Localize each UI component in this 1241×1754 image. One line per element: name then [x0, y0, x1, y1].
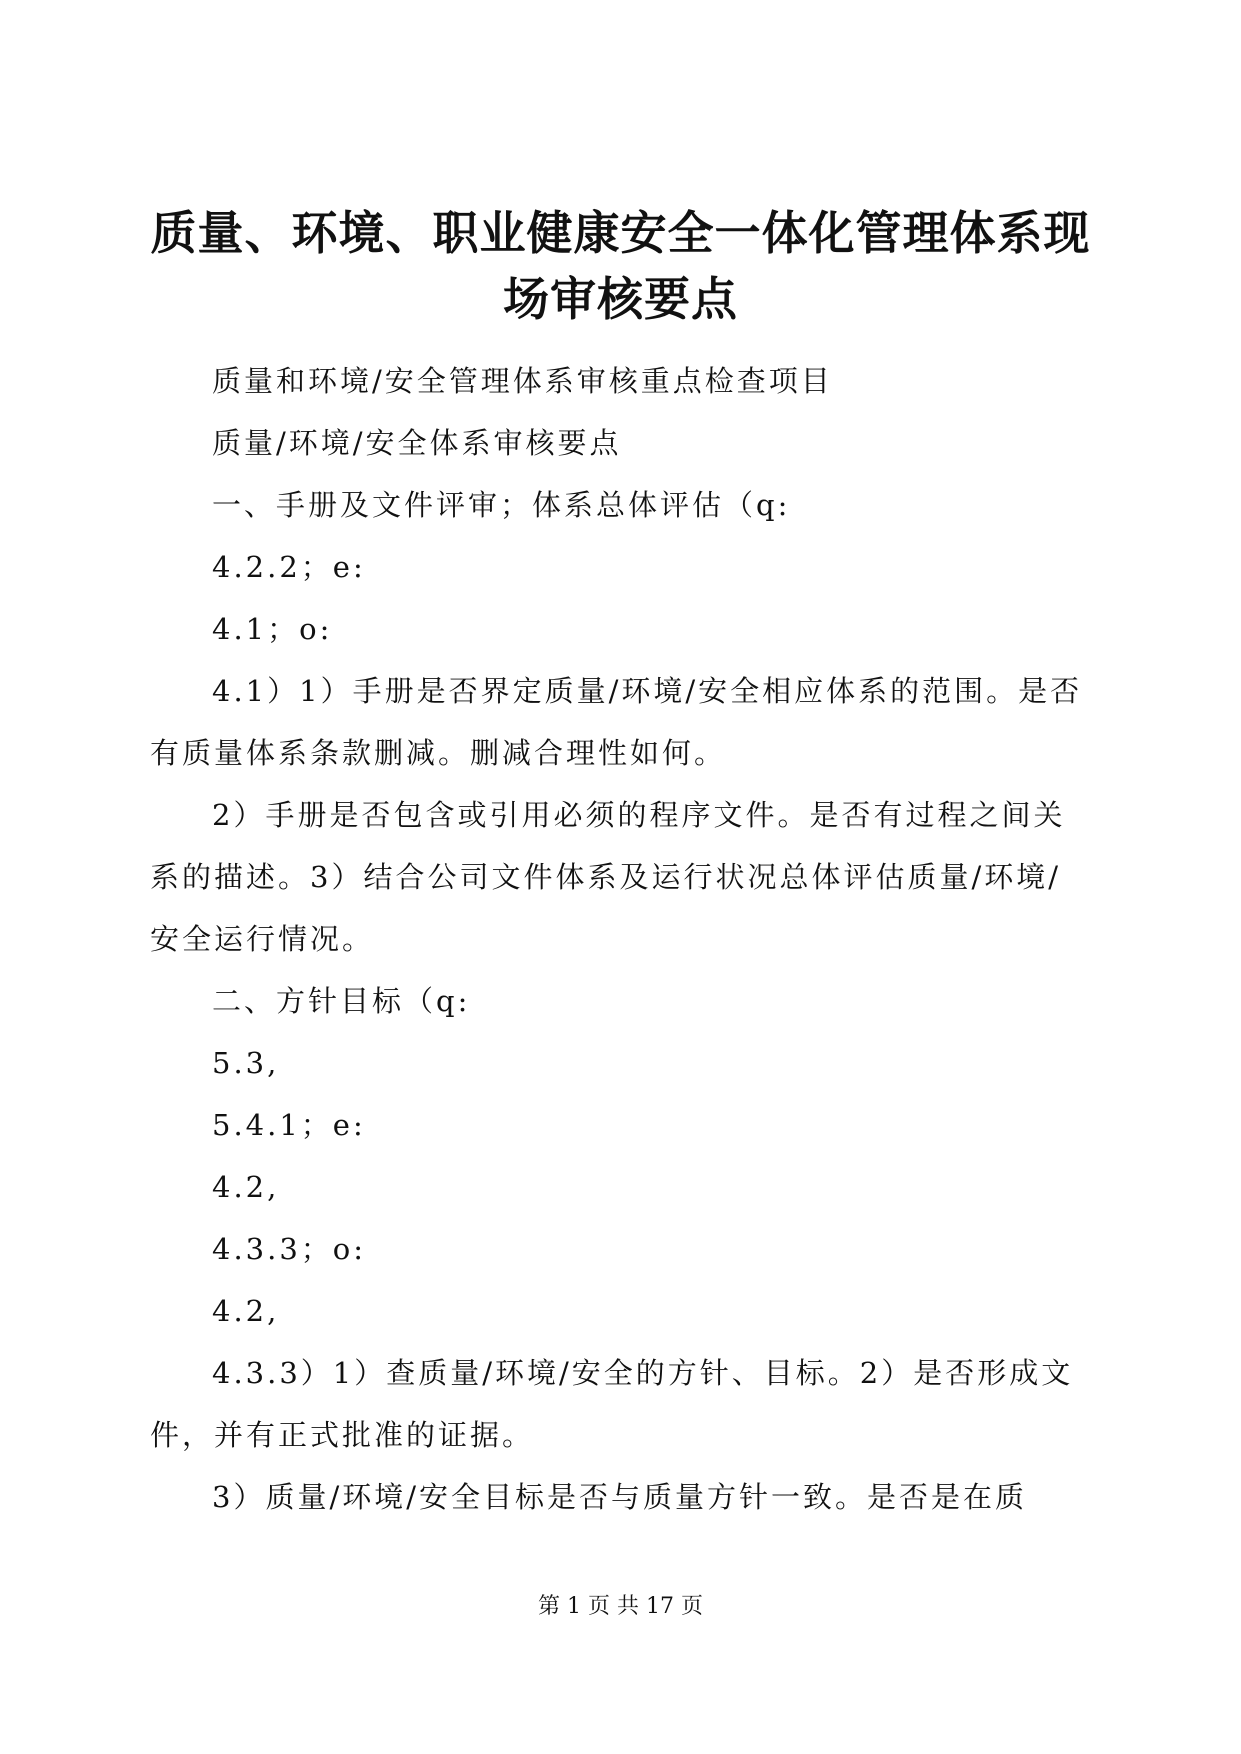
paragraph: 4.1）1）手册是否界定质量/环境/安全相应体系的范围。是否有质量体系条款删减。删减合理性如何。	[150, 674, 1083, 770]
paragraph: 3）质量/环境/安全目标是否与质量方针一致。是否是在质	[212, 1480, 1027, 1514]
paragraph: 二、方针目标（q:	[212, 984, 471, 1018]
paragraph: 5.3,	[212, 1046, 280, 1080]
paragraph: 一、手册及文件评审；体系总体评估（q:	[212, 488, 791, 522]
paragraph: 质量和环境/安全管理体系审核重点检查项目	[212, 364, 833, 398]
paragraph: 4.2.2；e:	[212, 550, 366, 584]
paragraph: 4.3.3；o:	[212, 1232, 367, 1266]
paragraph: 4.2,	[212, 1170, 280, 1204]
paragraph: 4.2,	[212, 1294, 280, 1328]
document-body	[150, 350, 1091, 1528]
page-number-footer: 第 1 页 共 17 页	[538, 1594, 703, 1619]
document-title: 质量、环境、职业健康安全一体化管理体系现场审核要点	[150, 206, 1091, 326]
paragraph: 2）手册是否包含或引用必须的程序文件。是否有过程之间关系的描述。3）结合公司文件体系及运行状况总体评估质量/环境/安全运行情况。	[150, 798, 1066, 956]
paragraph: 4.3.3）1）查质量/环境/安全的方针、目标。2）是否形成文件，并有正式批准的证据。	[150, 1356, 1074, 1452]
paragraph: 4.1；o:	[212, 612, 333, 646]
paragraph: 质量/环境/安全体系审核要点	[212, 426, 622, 460]
paragraph: 5.4.1；e:	[212, 1108, 366, 1142]
